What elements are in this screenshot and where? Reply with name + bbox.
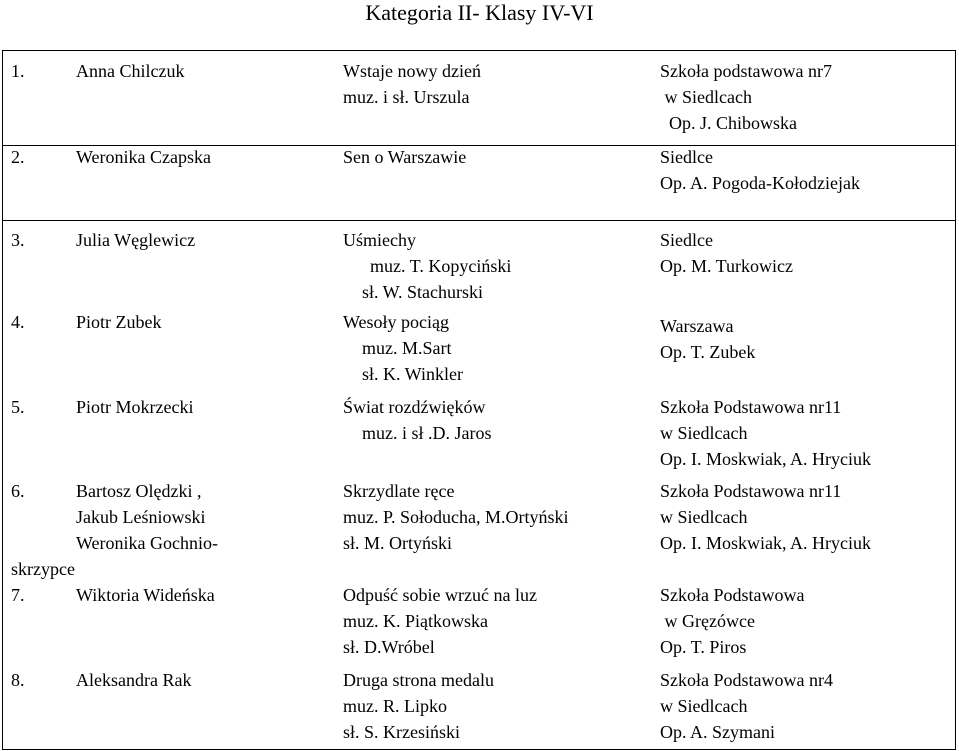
song-credits: sł. D.Wróbel: [343, 637, 435, 657]
song-title: Uśmiechy: [343, 230, 416, 250]
row-divider: [2, 220, 956, 221]
participant-name: Bartosz Olędzki ,: [76, 481, 202, 501]
school-line: w Siedlcach: [660, 423, 748, 443]
row-number: 6.: [11, 481, 25, 501]
teacher-line: Op. J. Chibowska: [660, 113, 798, 133]
teacher-line: Op. T. Zubek: [660, 342, 756, 362]
song-credits: sł. W. Stachurski: [362, 282, 484, 302]
teacher-line: Op. I. Moskwiak, A. Hryciuk: [660, 533, 871, 553]
participant-name: Wiktoria Wideńska: [76, 585, 215, 605]
teacher-line: Op. I. Moskwiak, A. Hryciuk: [660, 449, 871, 469]
song-credits: muz. K. Piątkowska: [343, 611, 488, 631]
song-credits: muz. R. Lipko: [343, 696, 447, 716]
song-credits: sł. M. Ortyński: [343, 533, 453, 553]
school-line: Szkoła podstawowa nr7: [660, 61, 832, 81]
row-number: 3.: [11, 230, 25, 250]
school-line: Szkoła Podstawowa nr11: [660, 481, 842, 501]
song-title: Wstaje nowy dzień: [343, 61, 481, 81]
participant-name: Piotr Mokrzecki: [76, 397, 194, 417]
school-line: Szkoła Podstawowa: [660, 585, 805, 605]
song-credits: muz. T. Kopyciński: [370, 256, 512, 276]
teacher-line: Op. A. Pogoda-Kołodziejak: [660, 173, 860, 193]
song-credits: muz. i sł .D. Jaros: [362, 423, 492, 443]
song-credits: muz. i sł. Urszula: [343, 87, 470, 107]
participant-name: Weronika Czapska: [76, 147, 211, 167]
school-line: Siedlce: [660, 230, 713, 250]
song-title: Skrzydlate ręce: [343, 481, 455, 501]
row-number: 2.: [11, 147, 25, 167]
school-line: Szkoła Podstawowa nr11: [660, 397, 842, 417]
song-credits: sł. S. Krzesiński: [343, 722, 460, 742]
school-line: Siedlce: [660, 147, 713, 167]
school-line: w Siedlcach: [660, 507, 748, 527]
song-title: Świat rozdźwięków: [343, 397, 486, 417]
school-line: w Gręzówce: [660, 611, 755, 631]
row-number: 1.: [11, 61, 25, 81]
song-title: Odpuść sobie wrzuć na luz: [343, 585, 537, 605]
song-credits: muz. M.Sart: [362, 338, 452, 358]
song-title: Druga strona medalu: [343, 670, 494, 690]
school-line: w Siedlcach: [660, 696, 748, 716]
participant-name: Weronika Gochnio-: [76, 533, 219, 553]
song-credits: sł. K. Winkler: [362, 364, 463, 384]
teacher-line: Op. A. Szymani: [660, 722, 775, 742]
school-line: w Siedlcach: [660, 87, 752, 107]
row-number: 7.: [11, 585, 25, 605]
participant-name: Jakub Leśniowski: [76, 507, 206, 527]
song-credits: muz. P. Sołoducha, M.Ortyński: [343, 507, 569, 527]
teacher-line: Op. M. Turkowicz: [660, 256, 794, 276]
school-line: Warszawa: [660, 316, 734, 336]
participant-name: skrzypce: [11, 559, 75, 579]
teacher-line: Op. T. Piros: [660, 637, 747, 657]
page-title: Kategoria II- Klasy IV-VI: [365, 0, 594, 25]
participant-name: Aleksandra Rak: [76, 670, 192, 690]
participant-name: Julia Węglewicz: [76, 230, 196, 250]
row-number: 8.: [11, 670, 25, 690]
song-title: Sen o Warszawie: [343, 147, 467, 167]
participant-name: Anna Chilczuk: [76, 61, 185, 81]
participant-name: Piotr Zubek: [76, 312, 162, 332]
school-line: Szkoła Podstawowa nr4: [660, 670, 833, 690]
row-number: 4.: [11, 312, 25, 332]
song-title: Wesoły pociąg: [343, 312, 450, 332]
row-number: 5.: [11, 397, 25, 417]
